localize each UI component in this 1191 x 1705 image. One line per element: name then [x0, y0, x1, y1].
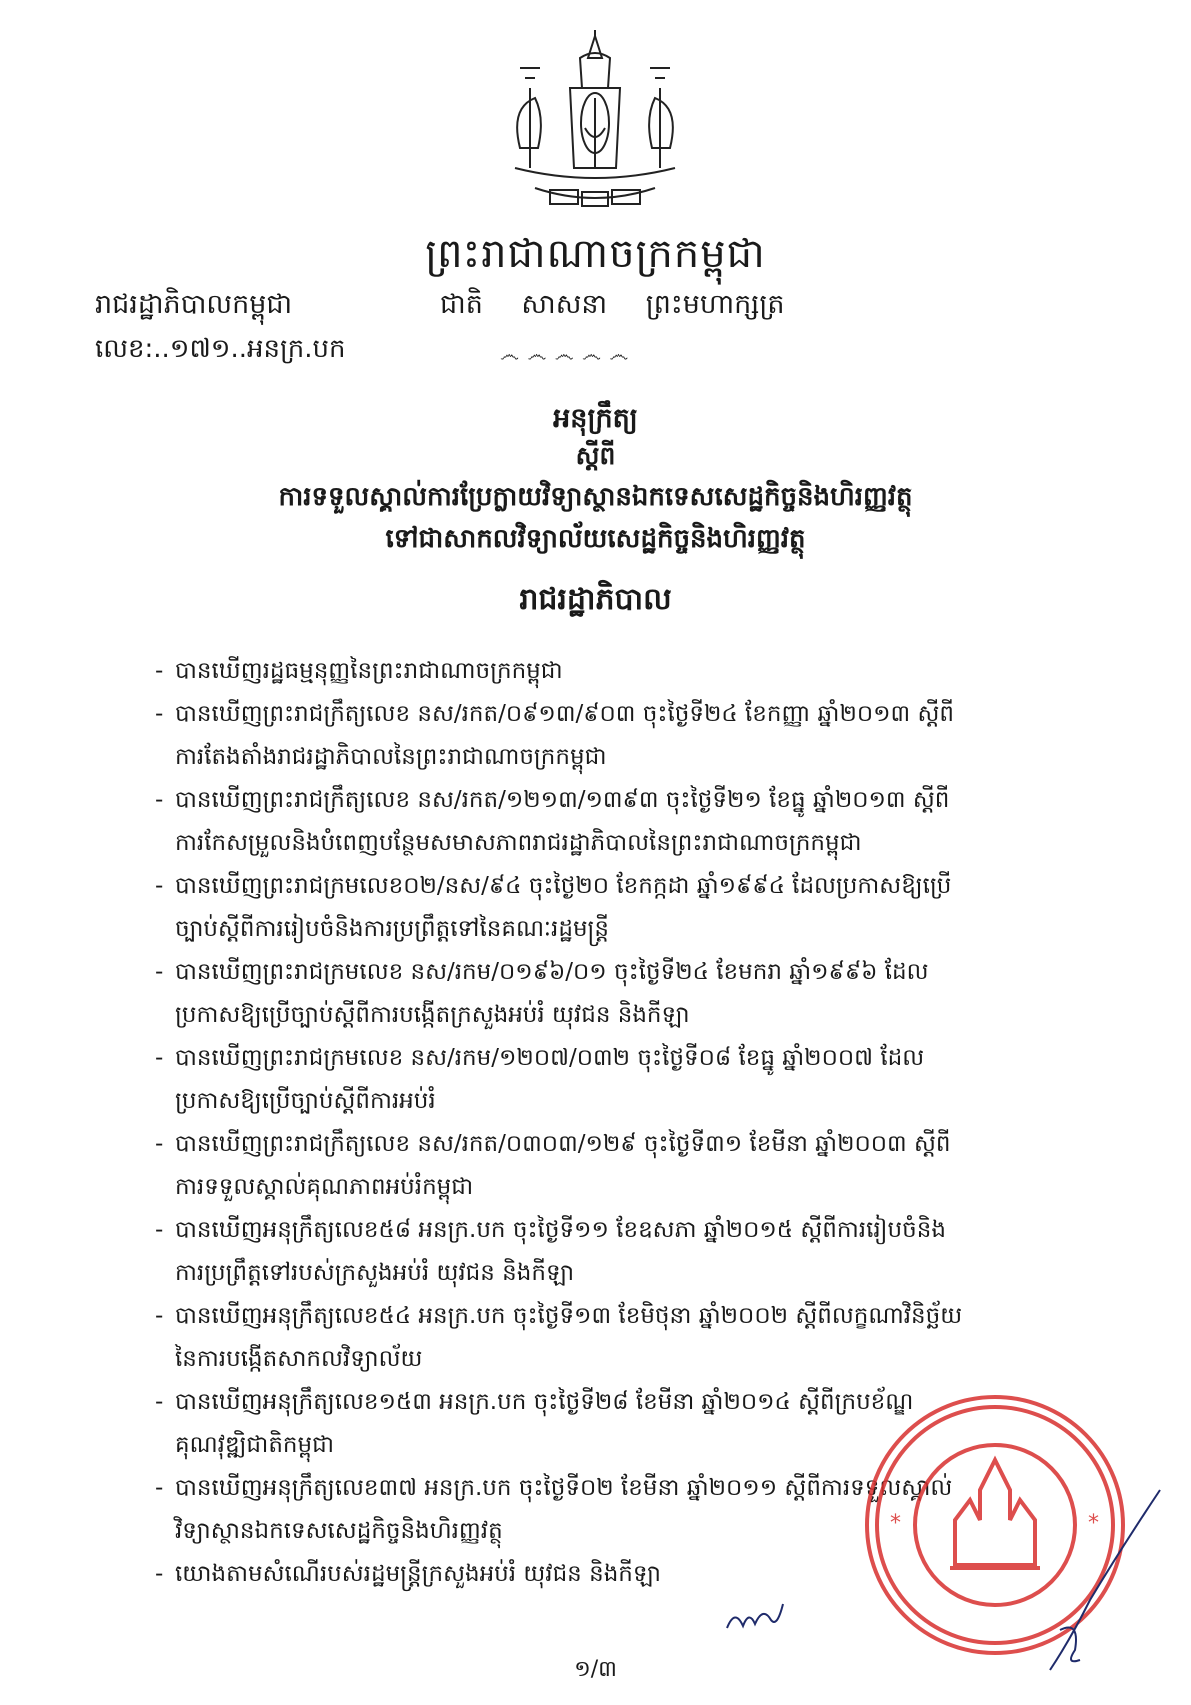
issuer-heading: រាជរដ្ឋាភិបាល	[519, 582, 672, 617]
visa-item: - បានឃើញអនុក្រឹត្យលេខ១៥៣ អនក្រ.បក ចុះថ្ងៃទី២៨ ខែមីនា ឆ្នាំ២០១៤ ស្តីពីក្របខ័ណ្ឌ គុណវុឌ្ឍិជាតិកម្ពុជា	[155, 1381, 1055, 1467]
visa-item: - បានឃើញព្រះរាជក្រមលេខ នស/រកម/១២០៧/០៣២ ចុះថ្ងៃទី០៨ ខែធ្នូ ឆ្នាំ២០០៧ ដែល ប្រកាសឱ្យប្រើច្បាប់ស្តីពីការអប់រំ	[155, 1037, 1055, 1123]
visa-line: ការទទួលស្គាល់គុណភាពអប់រំកម្ពុជា	[175, 1174, 474, 1200]
visa-line: ប្រកាសឱ្យប្រើច្បាប់ស្តីពីការអប់រំ	[175, 1088, 436, 1114]
visa-line: ការប្រព្រឹត្តទៅរបស់ក្រសួងអប់រំ យុវជន និងកីឡា	[175, 1260, 575, 1286]
visa-line: វិទ្យាស្ថានឯកទេសសេដ្ឋកិច្ចនិងហិរញ្ញវត្ថុ	[175, 1518, 503, 1544]
visa-item: - បានឃើញព្រះរាជក្រឹត្យលេខ នស/រកត/១២១៣/១៣៩៣ ចុះថ្ងៃទី២១ ខែធ្នូ ឆ្នាំ២០១៣ ស្តីពី ការកែសម្រួលនិងបំពេញបន្ថែមសមាសភាពរាជរដ្ឋាភិបាលនៃព្រះរាជាណាចក្រកម្ពុជា	[155, 779, 1055, 865]
svg-text:*: *	[890, 1511, 901, 1536]
visa-line: បានឃើញព្រះរាជក្រឹត្យលេខ នស/រកត/០៣០៣/១២៩ ចុះថ្ងៃទី៣១ ខែមីនា ឆ្នាំ២០០៣ ស្តីពី	[175, 1131, 951, 1157]
handwritten-initial	[725, 1598, 785, 1638]
visa-line: បានឃើញរដ្ឋធម្មនុញ្ញនៃព្រះរាជាណាចក្រកម្ពុជា	[175, 658, 563, 684]
svg-text:*: *	[1088, 1511, 1099, 1536]
page-number: ១/៣	[574, 1657, 617, 1682]
visa-item: - បានឃើញអនុក្រឹត្យលេខ៥៤ អនក្រ.បក ចុះថ្ងៃទី១៣ ខែមិថុនា ឆ្នាំ២០០២ ស្តីពីលក្ខណាវិនិច្ឆ័យ នៃការបង្កើតសាកលវិទ្យាល័យ	[155, 1295, 1055, 1381]
document-type: អនុក្រឹត្យ	[553, 403, 638, 434]
subject-line-2: ទៅជាសាកលវិទ្យាល័យសេដ្ឋកិច្ចនិងហិរញ្ញវត្ថុ	[385, 524, 806, 554]
visa-line: បានឃើញព្រះរាជក្រឹត្យលេខ នស/រកត/០៩១៣/៩០៣ ចុះថ្ងៃទី២៤ ខែកញ្ញា ឆ្នាំ២០១៣ ស្តីពី	[175, 701, 955, 727]
visa-line: បានឃើញព្រះរាជក្រមលេខ នស/រកម/០១៩៦/០១ ចុះថ្ងៃទី២៤ ខែមករា ឆ្នាំ១៩៩៦ ដែល	[175, 959, 929, 985]
visa-line: នៃការបង្កើតសាកលវិទ្យាល័យ	[175, 1346, 423, 1372]
visa-item: - បានឃើញព្រះរាជក្រឹត្យលេខ នស/រកត/០៣០៣/១២៩ ចុះថ្ងៃទី៣១ ខែមីនា ឆ្នាំ២០០៣ ស្តីពី ការទទួលស្គាល់គុណភាពអប់រំកម្ពុជា	[155, 1123, 1055, 1209]
visa-line: បានឃើញអនុក្រឹត្យលេខ៥៤ អនក្រ.បក ចុះថ្ងៃទី១៣ ខែមិថុនា ឆ្នាំ២០០២ ស្តីពីលក្ខណាវិនិច្ឆ័យ	[175, 1303, 963, 1329]
kingdom-title: ព្រះរាជាណាចក្រកម្ពុជា	[425, 231, 766, 277]
visa-line: ការកែសម្រួលនិងបំពេញបន្ថែមសមាសភាពរាជរដ្ឋាភិបាលនៃព្រះរាជាណាចក្រកម្ពុជា	[175, 830, 862, 856]
subject-line-1: ការទទួលស្គាល់ការប្រែក្លាយវិទ្យាស្ថានឯកទេសសេដ្ឋកិច្ចនិងហិរញ្ញវត្ថុ	[278, 482, 913, 512]
national-motto: ជាតិ សាសនា ព្រះមហាក្សត្រ	[440, 289, 785, 320]
handwritten-signature	[1030, 1480, 1170, 1680]
visa-line: បានឃើញអនុក្រឹត្យលេខ៥៨ អនក្រ.បក ចុះថ្ងៃទី១១ ខែឧសភា ឆ្នាំ២០១៥ ស្តីពីការរៀបចំនិង	[175, 1217, 946, 1243]
royal-coat-of-arms-emblem	[490, 28, 700, 228]
visa-line: ច្បាប់ស្តីពីការរៀបចំនិងការប្រព្រឹត្តទៅនៃគណៈរដ្ឋមន្ត្រី	[175, 916, 610, 942]
visa-line: ប្រកាសឱ្យប្រើច្បាប់ស្តីពីការបង្កើតក្រសួងអប់រំ យុវជន និងកីឡា	[175, 1002, 690, 1028]
visa-item: - បានឃើញអនុក្រឹត្យលេខ៥៨ អនក្រ.បក ចុះថ្ងៃទី១១ ខែឧសភា ឆ្នាំ២០១៥ ស្តីពីការរៀបចំនិង ការប្រព្រឹត្តទៅរបស់ក្រសួងអប់រំ យុវជន និងកីឡា	[155, 1209, 1055, 1295]
visa-line: យោងតាមសំណើរបស់រដ្ឋមន្ត្រីក្រសួងអប់រំ យុវជន និងកីឡា	[175, 1561, 661, 1587]
visa-line: គុណវុឌ្ឍិជាតិកម្ពុជា	[175, 1432, 335, 1458]
visa-item: - បានឃើញអនុក្រឹត្យលេខ៣៧ អនក្រ.បក ចុះថ្ងៃទី០២ ខែមីនា ឆ្នាំ២០១១ ស្តីពីការទទួលស្គាល់ វិទ្យាស្ថានឯកទេសសេដ្ឋកិច្ចនិងហិរញ្ញវត្ថុ	[155, 1467, 1055, 1553]
government-name: រាជរដ្ឋាភិបាលកម្ពុជា	[95, 289, 293, 320]
visa-line: បានឃើញព្រះរាជក្រមលេខ នស/រកម/១២០៧/០៣២ ចុះថ្ងៃទី០៨ ខែធ្នូ ឆ្នាំ២០០៧ ដែល	[175, 1045, 925, 1071]
ornament-divider: ෴ ෴ ෴ ෴ ෴	[500, 342, 630, 366]
visa-line: បានឃើញព្រះរាជក្រមលេខ០២/នស/៩៤ ចុះថ្ងៃ២០ ខែកក្កដា ឆ្នាំ១៩៩៤ ដែលប្រកាសឱ្យប្រើ	[175, 873, 952, 899]
visa-line: ការតែងតាំងរាជរដ្ឋាភិបាលនៃព្រះរាជាណាចក្រកម្ពុជា	[175, 744, 607, 770]
about-label: ស្តីពី	[575, 441, 616, 470]
visa-item: - បានឃើញព្រះរាជក្រឹត្យលេខ នស/រកត/០៩១៣/៩០៣ ចុះថ្ងៃទី២៤ ខែកញ្ញា ឆ្នាំ២០១៣ ស្តីពី ការតែងតាំងរាជរដ្ឋាភិបាលនៃព្រះរាជាណាចក្រកម្ពុជា	[155, 693, 1055, 779]
visa-item: - បានឃើញព្រះរាជក្រមលេខ នស/រកម/០១៩៦/០១ ចុះថ្ងៃទី២៤ ខែមករា ឆ្នាំ១៩៩៦ ដែល ប្រកាសឱ្យប្រើច្បាប់ស្តីពីការបង្កើតក្រសួងអប់រំ យុវជន និងកីឡា	[155, 951, 1055, 1037]
visa-line: បានឃើញអនុក្រឹត្យលេខ៣៧ អនក្រ.បក ចុះថ្ងៃទី០២ ខែមីនា ឆ្នាំ២០១១ ស្តីពីការទទួលស្គាល់	[175, 1475, 953, 1501]
visa-line: បានឃើញអនុក្រឹត្យលេខ១៥៣ អនក្រ.បក ចុះថ្ងៃទី២៨ ខែមីនា ឆ្នាំ២០១៤ ស្តីពីក្របខ័ណ្ឌ	[175, 1389, 914, 1415]
reference-number: លេខ:..១៧១..អនក្រ.បក	[95, 334, 346, 364]
visa-item: - បានឃើញព្រះរាជក្រមលេខ០២/នស/៩៤ ចុះថ្ងៃ២០ ខែកក្កដា ឆ្នាំ១៩៩៤ ដែលប្រកាសឱ្យប្រើ ច្បាប់ស្តីពីការរៀបចំនិងការប្រព្រឹត្តទៅនៃគណៈរដ្ឋមន្ត្រី	[155, 865, 1055, 951]
visa-item: - យោងតាមសំណើរបស់រដ្ឋមន្ត្រីក្រសួងអប់រំ យុវជន និងកីឡា	[155, 1553, 1055, 1596]
visa-line: បានឃើញព្រះរាជក្រឹត្យលេខ នស/រកត/១២១៣/១៣៩៣ ចុះថ្ងៃទី២១ ខែធ្នូ ឆ្នាំ២០១៣ ស្តីពី	[175, 787, 950, 813]
visa-item: - បានឃើញរដ្ឋធម្មនុញ្ញនៃព្រះរាជាណាចក្រកម្ពុជា	[155, 650, 1055, 693]
